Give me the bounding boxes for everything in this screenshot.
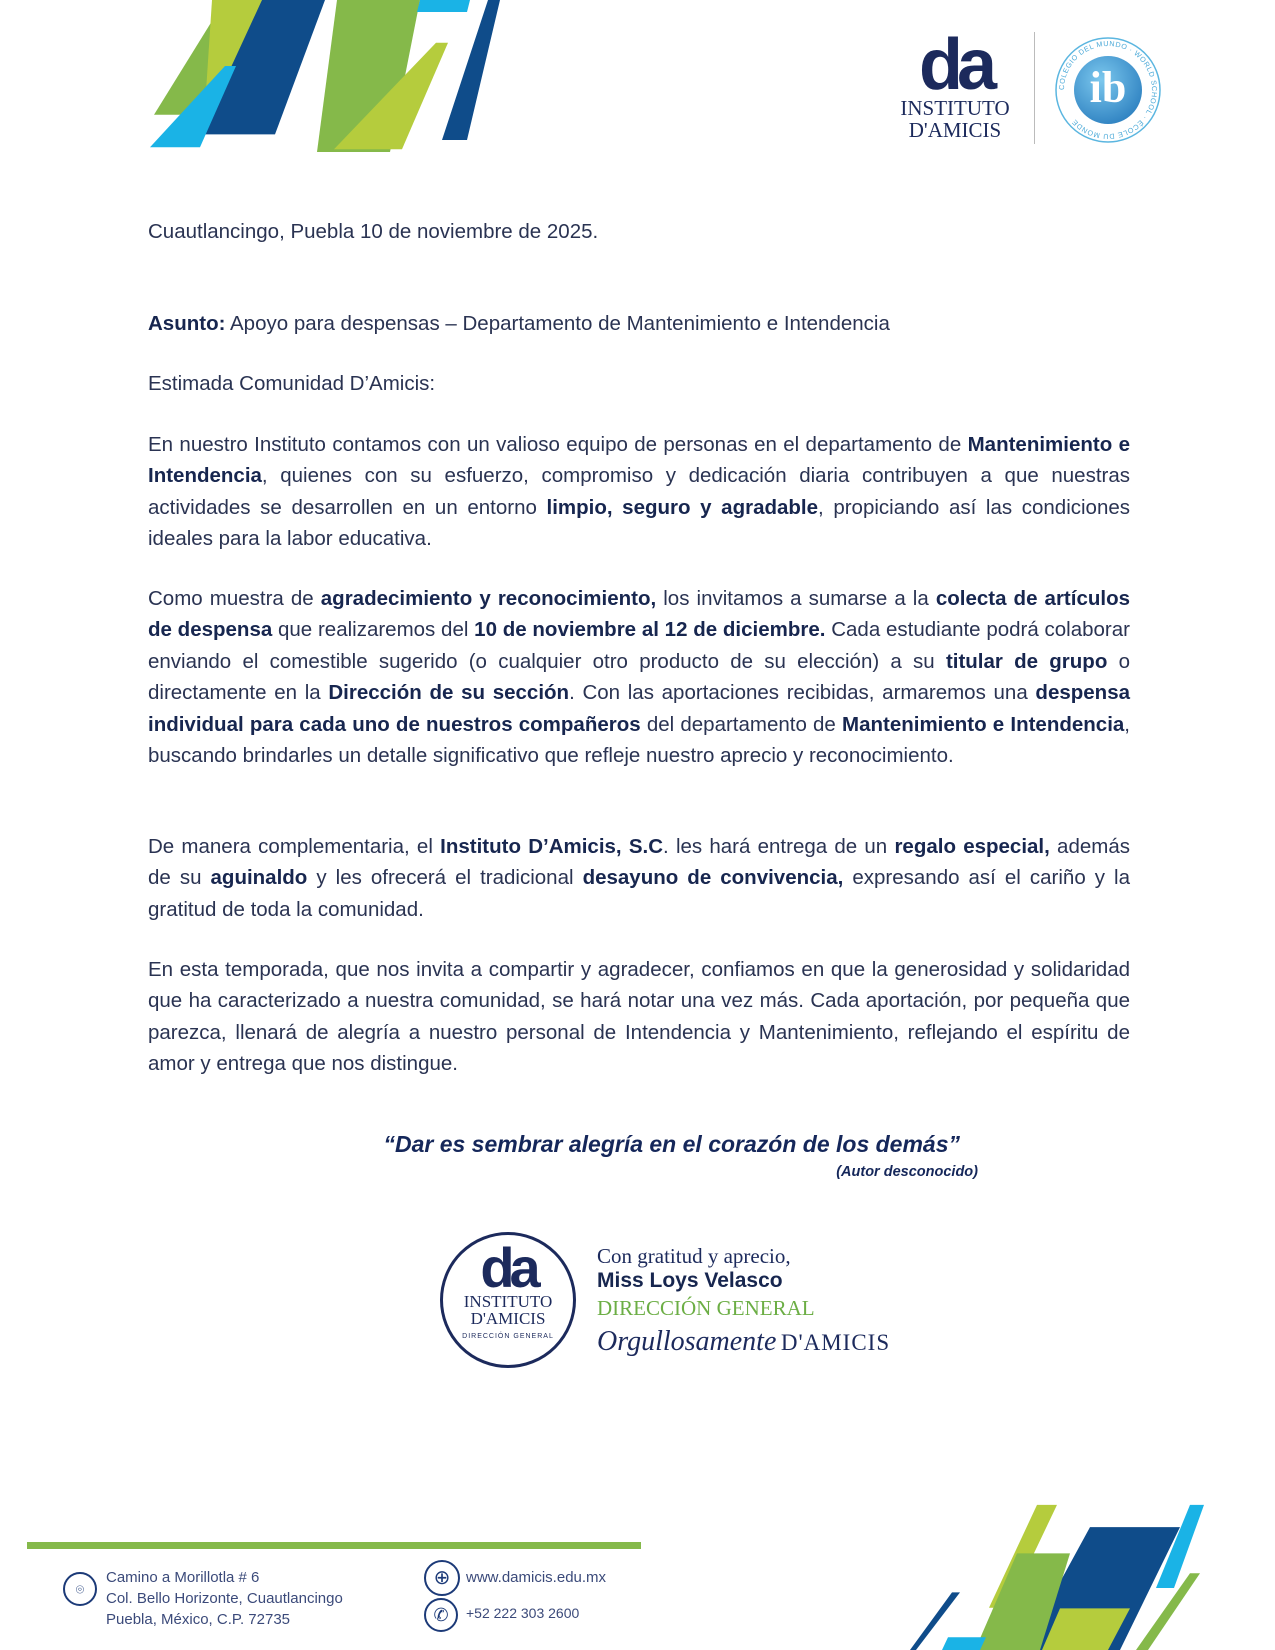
location-pin-icon: ⌾ [63, 1572, 97, 1606]
address-line-1: Camino a Morillotla # 6 [106, 1569, 260, 1586]
logo-divider [1034, 32, 1035, 144]
subject-text: Apoyo para despensas – Departamento de Mantenimiento e Intendencia [225, 312, 890, 335]
paragraph-text: los invitamos a sumarse a la [656, 587, 936, 610]
letter-subject [148, 308, 1130, 339]
emphasis-text: regalo especial, [894, 835, 1050, 858]
emphasis-text: 10 de noviembre al 12 de diciembre. [474, 618, 826, 642]
header-stripes-decoration [140, 0, 520, 160]
seal-line2: D'AMICIS [470, 1309, 546, 1328]
globe-icon: ⊕ [424, 1560, 460, 1596]
paragraph-text: del departamento de [640, 712, 842, 736]
paragraph-text: De manera complementaria, el [148, 835, 441, 858]
ib-mark: ib [1089, 63, 1127, 112]
footer-stripes-decoration [890, 1490, 1220, 1650]
emphasis-text: aguinaldo [210, 866, 308, 890]
paragraph-text: y les ofrecerá el tradicional [307, 866, 583, 890]
seal-ring-text: DIRECCIÓN GENERAL [462, 1333, 554, 1340]
emphasis-text: limpio, seguro y agradable [546, 495, 819, 519]
paragraph-text: . les hará entrega de un [663, 835, 895, 858]
seal-line1: INSTITUTO [463, 1292, 553, 1311]
emphasis-text: colecta de artículos de despensa [148, 587, 1130, 642]
footer-website[interactable]: www.damicis.edu.mx [466, 1569, 607, 1586]
motto-script: Orgullosamente [597, 1326, 777, 1357]
emphasis-text: Dirección de su sección [328, 681, 570, 705]
quote-author: (Autor desconocido) [836, 1164, 978, 1180]
paragraph-2 [148, 583, 1130, 771]
address-line-3: Puebla, México, C.P. 72735 [106, 1611, 291, 1628]
signature-closing: Con gratitud y aprecio, [597, 1244, 791, 1268]
paragraph-text: , propiciando así las condiciones ideales para la labor educativa. [148, 495, 1131, 551]
emphasis-text: titular de grupo [945, 649, 1108, 673]
emphasis-text: agradecimiento y reconocimiento, [320, 587, 657, 610]
footer-green-bar [27, 1542, 641, 1549]
emphasis-text: Mantenimiento e Intendencia [148, 433, 1130, 488]
subject-label: Asunto: [148, 312, 226, 335]
paragraph-text: además de su [148, 835, 1130, 890]
paragraph-text: Cada estudiante podrá colaborar enviando el comestible sugerido (o cualquier otro producto de su elección) a su [148, 618, 1130, 673]
closing-quote: “Dar es sembrar alegría en el corazón de los demás” [383, 1131, 960, 1157]
ib-world-school-logo [1054, 36, 1162, 144]
footer-address [106, 1567, 343, 1630]
address-line-2: Col. Bello Horizonte, Cuautlancingo [106, 1590, 343, 1607]
emphasis-text: Instituto D’Amicis, S.C [440, 835, 664, 858]
paragraph-text: o directamente en la [148, 649, 1130, 705]
paragraph-text: que realizaremos del [272, 618, 475, 642]
logo-line2: D'AMICIS [908, 118, 1002, 142]
signatory-name: Miss Loys Velasco [597, 1269, 783, 1292]
emphasis-text: despensa individual para cada uno de nuestros compañeros [148, 681, 1130, 736]
motto [597, 1326, 890, 1358]
phone-icon: ✆ [424, 1598, 458, 1632]
paragraph-text: En esta temporada, que nos invita a compartir y agradecer, confiamos en que la generosidad y solidaridad que ha caracterizado a nuestra comunidad, se hará notar una vez más. Cada aportación, por pequeña que parezca, llenará de alegría a nuestro personal de Intendencia y Mantenimiento, reflejando el espíritu de amor y entrega que nos distingue. [148, 958, 1130, 1076]
footer-phone[interactable]: +52 222 303 2600 [466, 1605, 580, 1621]
paragraph-text: , buscando brindarles un detalle significativo que refleje nuestro aprecio y reconocimiento. [148, 712, 1130, 768]
paragraph-1 [148, 429, 1130, 555]
paragraph-text: expresando así el cariño y la gratitud de toda la comunidad. [148, 866, 1130, 921]
paragraph-text: , quienes con su esfuerzo, compromiso y dedicación diaria contribuyen a que nuestras actividades se desarrollen en un entorno [148, 464, 1130, 519]
seal-mark: da [480, 1236, 536, 1299]
letter-date: Cuautlancingo, Puebla 10 de noviembre de 2025. [148, 220, 599, 243]
paragraph-3 [148, 831, 1130, 925]
paragraph-4 [148, 954, 1130, 1080]
institute-logo [900, 25, 1010, 142]
logo-mark: da [918, 25, 992, 105]
direction-seal [440, 1232, 576, 1368]
logo-line1: INSTITUTO [900, 96, 1010, 120]
paragraph-text: En nuestro Instituto contamos con un valioso equipo de personas en el departamento de [148, 433, 968, 456]
ib-ring-text: COLEGIO DEL MUNDO · WORLD SCHOOL · ÉCOLE DU MONDE [1056, 38, 1160, 142]
letter-greeting: Estimada Comunidad D’Amicis: [148, 372, 436, 395]
paragraph-text: . Con las aportaciones recibidas, armaremos una [569, 681, 1036, 705]
signatory-title: DIRECCIÓN GENERAL [597, 1296, 815, 1320]
emphasis-text: Mantenimiento e Intendencia [842, 712, 1125, 736]
paragraph-text: Como muestra de [148, 587, 321, 610]
emphasis-text: desayuno de convivencia, [582, 866, 844, 890]
motto-caps: D'AMICIS [780, 1330, 891, 1355]
